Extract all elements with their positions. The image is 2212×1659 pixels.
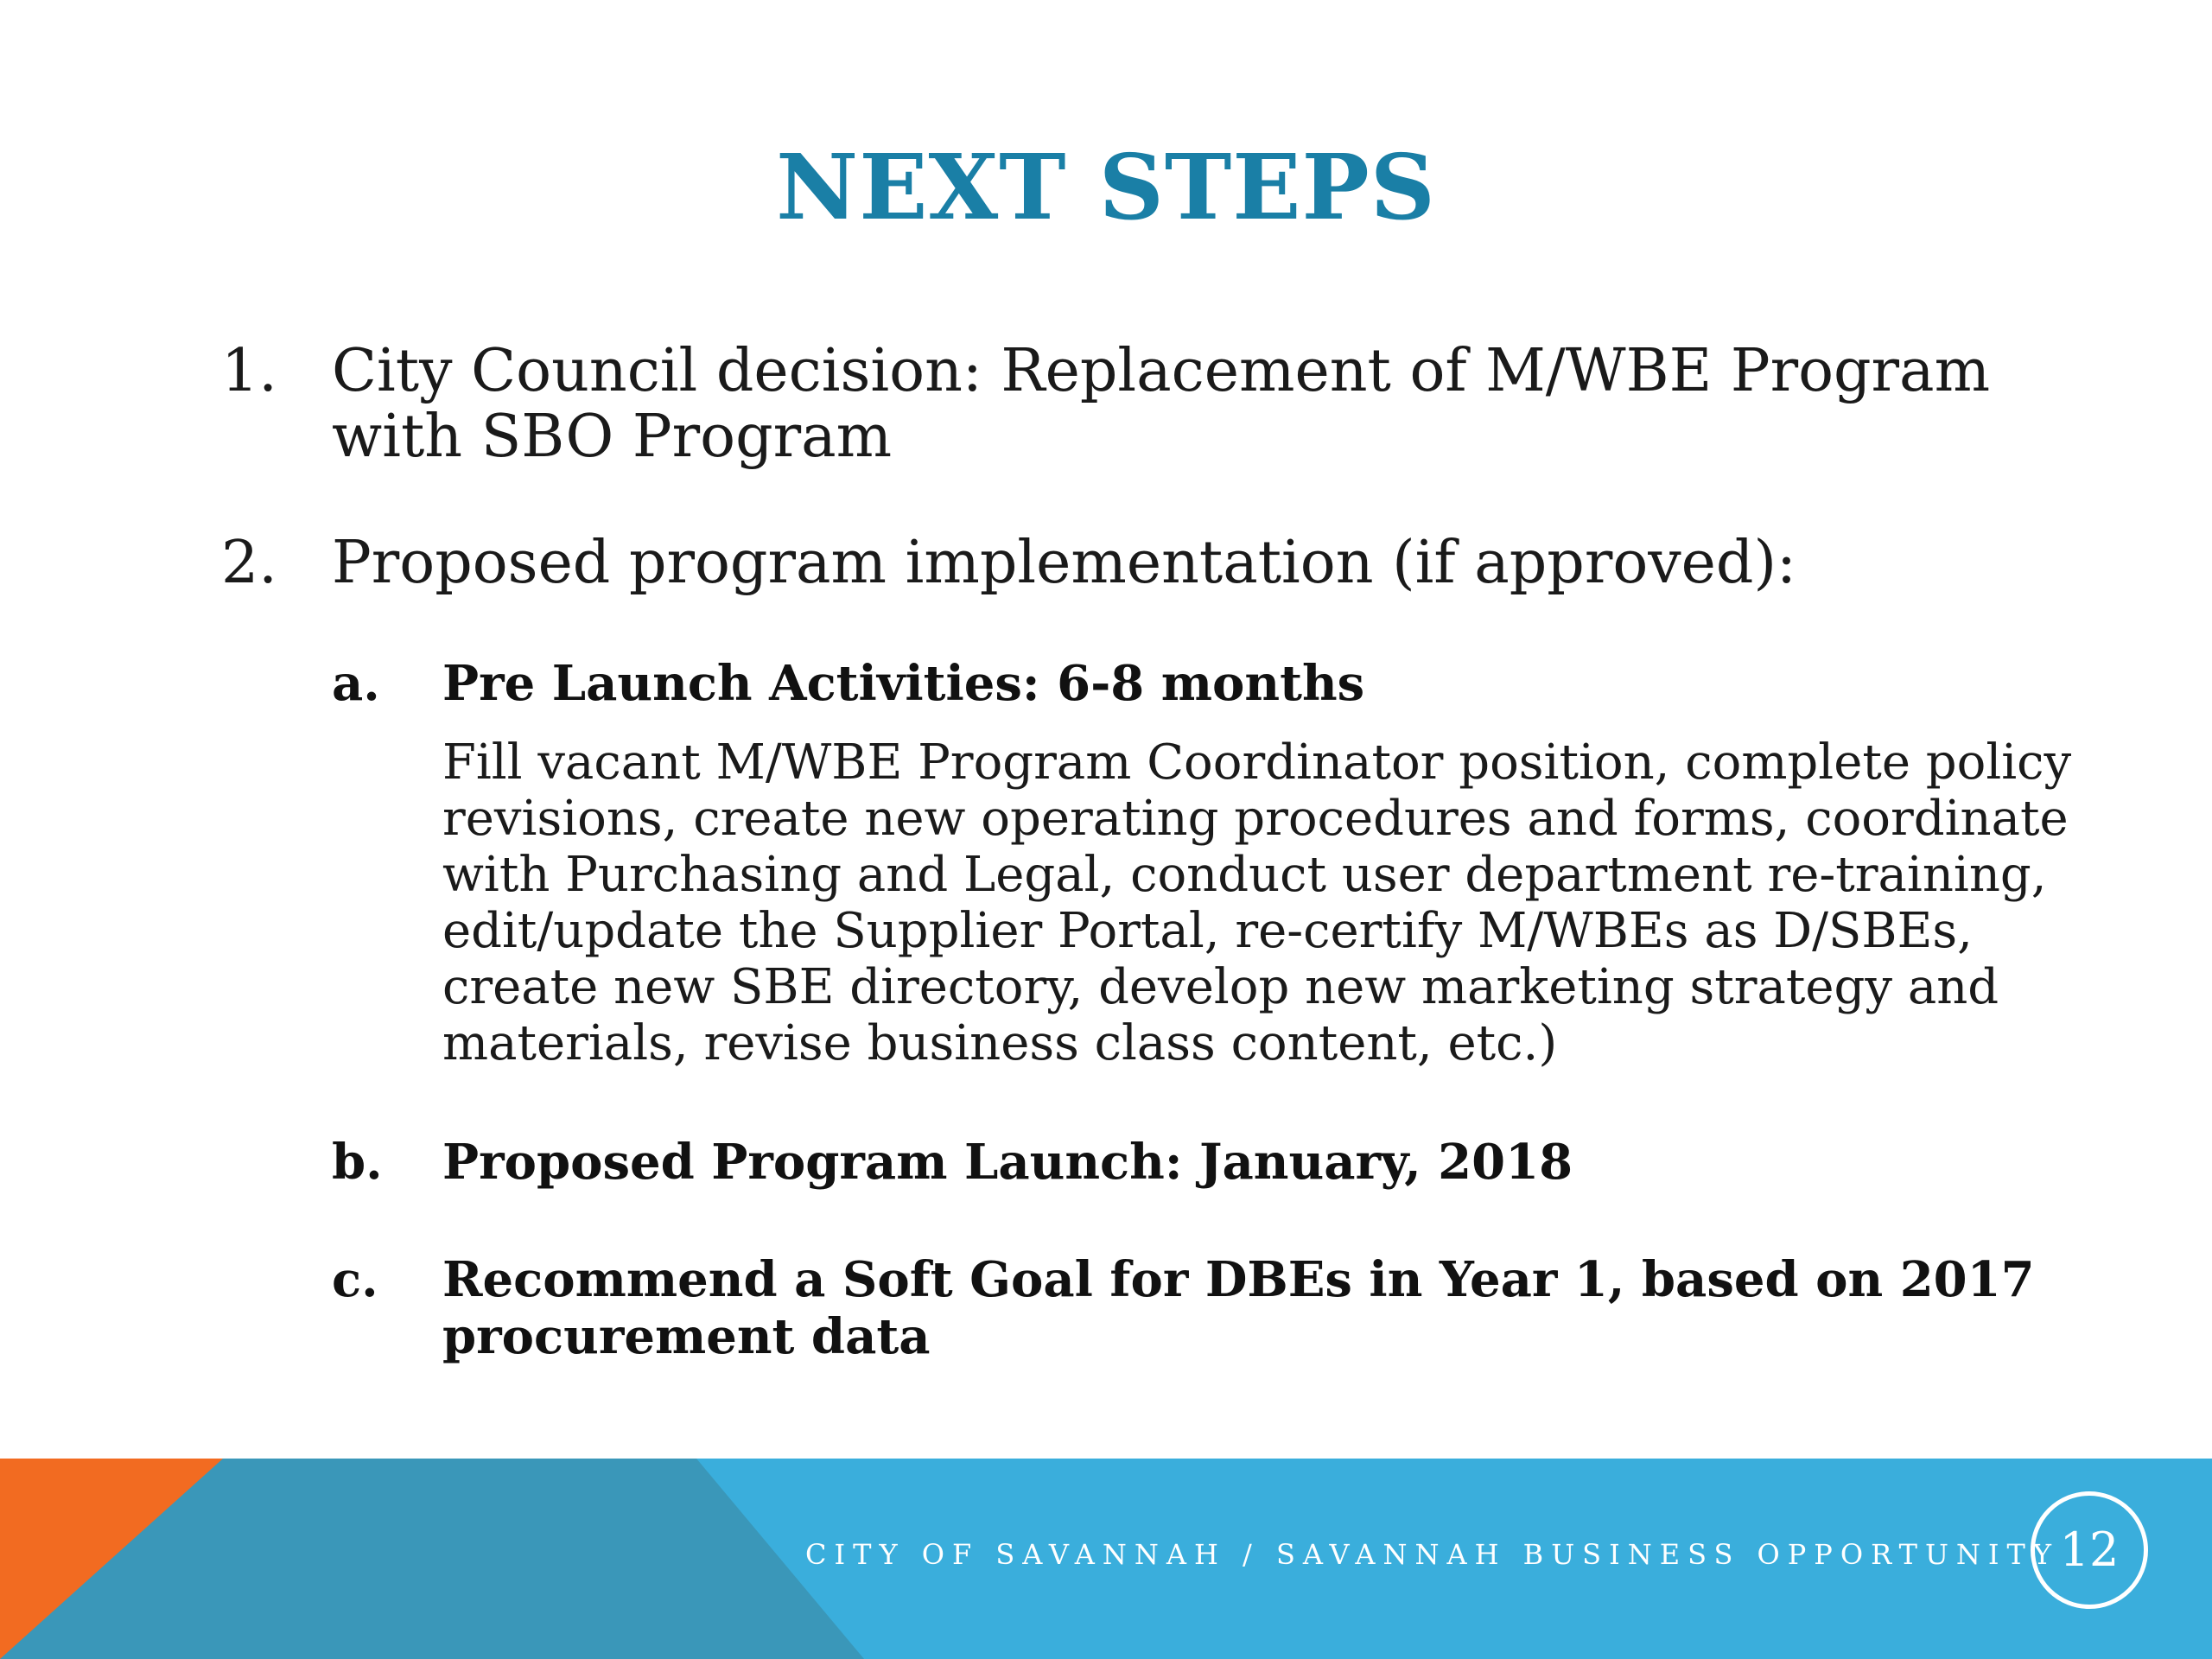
sub-item-heading: Pre Launch Activities: 6-8 months [442,655,1365,712]
list-item-text: City Council decision: Replacement of M/WBE Program with SBO Program [332,337,1991,471]
sub-item-heading: Proposed Program Launch: January, 2018 [442,1134,1573,1191]
sub-item-letter: b. [332,1134,383,1191]
list-item-number: 1. [221,337,277,405]
list-item-text: Proposed program implementation (if approved): [332,529,1796,597]
list-item-2 [221,531,2122,600]
sub-item-letter: a. [332,655,380,712]
list-item-1 [221,339,2122,477]
sub-item-heading: Recommend a Soft Goal for DBEs in Year 1, based on 2017 procurement data [442,1251,2035,1365]
sub-item-letter: c. [332,1251,378,1308]
sub-item-b [332,1134,2146,1194]
sub-item-description: Fill vacant M/WBE Program Coordinator position, complete policy revisions, create new operating procedures and forms, coordinate with Purchasing and Legal, conduct user department re-training, edit/update the Supplier Portal, re-certify M/WBEs as D/SBEs, create new SBE directory, develop new marketing strategy and materials, revise business class content, etc.) [442,734,2072,1071]
footer-text: CITY OF SAVANNAH / SAVANNAH BUSINESS OPPORTUNITY [805,1538,2060,1571]
list-item-number: 2. [221,529,277,597]
sub-item-a [332,655,2146,715]
page-number: 12 [2031,1491,2148,1609]
slide-title: NEXT STEPS [776,134,1436,240]
sub-item-c [332,1251,2146,1372]
footer-bar [0,1459,2212,1659]
